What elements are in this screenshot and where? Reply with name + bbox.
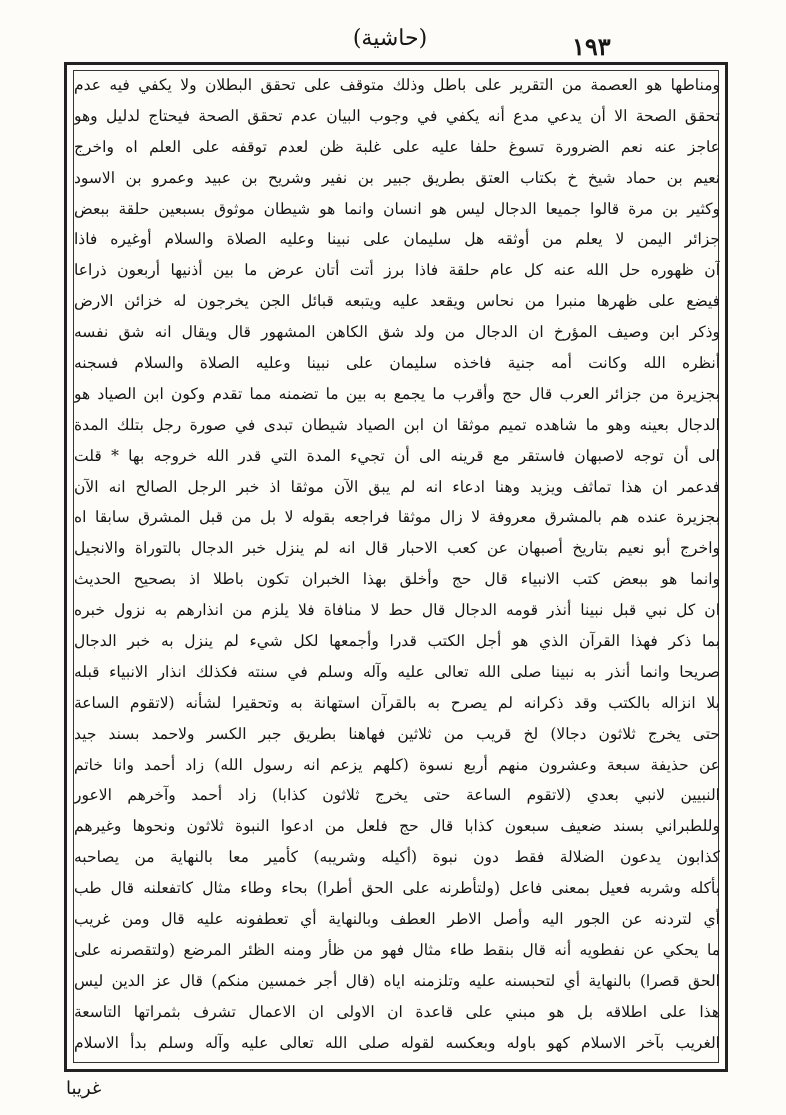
running-head: (حاشية) [352,26,428,51]
text-line: حتى يخرج ثلاثون دجالا) لخ قريب من ثلاثين فهاهنا بطريق جبر الكسر ولاحمد بسند جيد [74,724,720,743]
commentary-text-block [74,70,720,1059]
text-line: الحق قصرا) بالنهاية أي لتحبسنه عليه وتلزمنه اياه (قال أجر خمسين منكم) قال عز الدين ليس [74,971,720,990]
text-line: فدعمر ان هذا تماثف ويزيد وهنا ادعاء انه لم يبق الآن موثقا اذ خبر الرجل الصالح انه الآن [74,477,720,496]
text-line: بلا انزاله بالكتب وقد ذكرانه لم يصرح به بالقرآن استهانة به وتحقيرا لشأنه (لاتقوم الساعة [74,693,720,712]
text-line: بما ذكر فهذا القرآن الذي هو أجل الكتب قدرا وأجمعها لكل شيء لم ينزل به خبر الدجال [74,632,720,651]
text-line: كذابون يدعون الضلالة فقط دون نبوة (أكيله وشريبه) كأمير معا بالنهاية من يصاحبه [74,848,720,867]
text-line: هذا على اطلاقه بل هو مبني على قاعدة ان الاولى ان الاعمال تشرف بثمراتها التاسعة [74,1002,720,1021]
text-line: وانما هو ببعض كتب الانبياء قال حج وأخلق بهذا الخبران تكون باطلا اذ بصحيح الحديث [74,570,720,589]
text-line: أي لتردنه عن الجور اليه وأصل الاطر العطف وبالنهاية أي تعطفونه عليه قال ومن غريب [74,910,720,929]
text-line: واخرج أبو نعيم بتاريخ أصبهان عن كعب الاحبار قال انه لم ينزل خبر الدجال بالتوراة والانجيل [74,539,720,558]
text-line: نعيم بن حماد شيخ خ بكتاب العتق بطريق جبير بن نفير وشريح بن عبيد وعمرو بن الاسود [74,168,720,187]
text-line: ومناطها هو العصمة من التقرير على باطل وذلك متوقف على تحقق البطلان ولا يكفي فيه عدم [74,76,720,94]
text-line: وللطبراني بسند ضعيف سبعون كذابا قال حج فلعل من ادعوا النبوة ثلاثون ونحوها وغيرهم [74,817,720,836]
text-line: ان كل نبي قبل نبينا أنذر قومه الدجال قال حط لا منافاة فلا يلزم من انذارهم به نزول خبره [74,601,720,620]
text-line: وذكر ابن وصيف المؤرخ ان الدجال من ولد شق الكاهن المشهور قال ويقال انه شق نفسه [74,323,720,342]
text-line: عن حذيفة سبعة وعشرون منهم أربع نسوة (كلهم يزعم انه رسول الله) زاد أحمد وانا خاتم [74,755,720,774]
text-line: تحقق الصحة الا أن يدعي مدع أنه يكفي في وجوب البيان عدم تحقق الصحة فيحتاج لدليل وهو [74,106,720,125]
text-line: بجزيرة عنده هم بالمشرق معروفة لا زال موثقا فراجعه بقوله لا بل من قبل المشرق سابقا اه [74,508,720,527]
text-line: جزائر اليمن لا يعلم من أوثقه هل سليمان على نبينا وعليه الصلاة والسلام أوغيره فاذا [74,230,720,249]
text-line: بجزيرة من جزائر العرب قال حج وأقرب ما يجمع به بين ما تضمنه مما تقدم وكون ابن الصياد هو [74,384,720,403]
text-line: وكثير بن مرة قالوا جميعا الدجال ليس هو انسان وانما هو شيطان موثوق بسبعين حلقة ببعض [74,199,720,218]
text-line: بأكله وشربه فعيل بمعنى فاعل (ولتأطرنه على الحق أطرا) بحاء وطاء مثال كاتفعلنه قال طب [74,879,720,898]
text-line: الغريب بآخر الاسلام كهو باوله وبعكسه لقوله صلى الله تعالى عليه وآله وسلم بدأ الاسلام [74,1033,720,1052]
text-line: آن ظهوره حل الله عنه كل عام حلقة فاذا برز أتت أتان عرض ما بين أذنيها أربعون ذراعا [74,261,720,280]
catchword: غريبا [66,1078,102,1099]
text-line: النبيين لانبي بعدي (لاتقوم الساعة حتى يخرج ثلاثون كذابا) زاد أحمد وآخرهم الاعور [74,786,720,805]
text-line: ما يحكي عن نفطويه أنه قال بنقط طاء مثال فهو من ظأر ومنه الظئر المرضع (ولتقصرنه على [74,940,720,959]
text-line: صريحا وانما أنذر به نبينا صلى الله تعالى عليه وآله وسلم في سنته فكذلك انذار الانبياء قبله [74,662,720,681]
text-line: عاجز عنه نعم الضرورة تسوغ حلفا عليه على غلبة ظن لعدم توقفه على العلم اه واخرج [74,137,720,156]
page-number: ١٩٣ [572,32,611,61]
page-header [0,18,786,60]
text-line: الدجال بعينه وهو ما شاهده تميم موثقا ان ابن الصياد شيطان تبدى في صورة رجل بتلك المدة [74,415,720,434]
text-line: فيضع على ظهرها منبرا من نحاس ويقعد عليه ويتبعه قبائل الجن يخرجون له خزائن الارض [74,292,720,311]
text-line: الى أن توجه لاصبهان فاستقر مع قرينه الى أن تجيء المدة التي قدر الله خروجه بها * قلت [74,446,720,465]
text-line: أنظره الله وكانت أمه جنية فاخذه سليمان على نبينا وعليه الصلاة والسلام فسجنه [74,354,720,373]
